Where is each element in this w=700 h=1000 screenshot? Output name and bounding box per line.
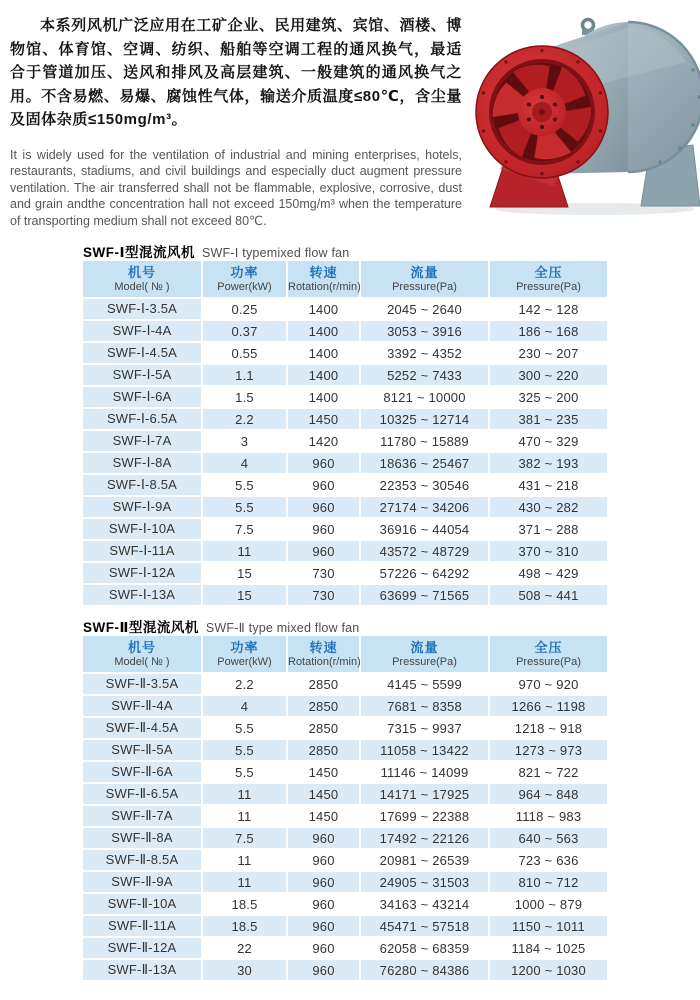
- table-cell: 24905 ~ 31503: [361, 872, 490, 894]
- table-cell: 1118 ~ 983: [490, 806, 607, 828]
- table-row: [83, 299, 607, 321]
- column-header: 全压 Pressure(Pa): [490, 261, 607, 299]
- table-row: [83, 894, 607, 916]
- table-cell: 730: [288, 563, 361, 585]
- table-cell: SWF-Ⅱ-4.5A: [83, 718, 203, 740]
- table-cell: 960: [288, 938, 361, 960]
- table-cell: 1400: [288, 387, 361, 409]
- table-row: [83, 696, 607, 718]
- table-cell: 2.2: [203, 409, 288, 431]
- table-row: [83, 431, 607, 453]
- table-cell: 810 ~ 712: [490, 872, 607, 894]
- table-row: [83, 387, 607, 409]
- table-cell: SWF-Ⅰ-9A: [83, 497, 203, 519]
- table-row: [83, 674, 607, 696]
- table-cell: SWF-Ⅰ-8A: [83, 453, 203, 475]
- table-cell: 1184 ~ 1025: [490, 938, 607, 960]
- table-cell: 15: [203, 585, 288, 607]
- column-header: 转速 Rotation(r/min): [288, 636, 361, 674]
- table-cell: 431 ~ 218: [490, 475, 607, 497]
- table-cell: SWF-Ⅱ-6.5A: [83, 784, 203, 806]
- table-title-swf1-zh: SWF-Ⅰ型混流风机: [83, 245, 196, 260]
- table-cell: 960: [288, 453, 361, 475]
- column-header: 流量 Pressure(Pa): [361, 636, 490, 674]
- intro-paragraph-en: It is widely used for the ventilation of industrial and mining enterprises, hotels, restaurants, stadiums, and civil buildings and especially duct augment pressure ventilation. The air transferred shall not be flammable, explosive, corrosive, dust and grain andthe concentration hall not exceed 150mg/m³ when the temperature of transporting medium shall not exceed 80℃.: [10, 147, 462, 228]
- table-row: [83, 541, 607, 563]
- table-row: [83, 497, 607, 519]
- table-cell: SWF-Ⅰ-12A: [83, 563, 203, 585]
- table-cell: 5.5: [203, 718, 288, 740]
- table-cell: 5252 ~ 7433: [361, 365, 490, 387]
- table-cell: 36916 ~ 44054: [361, 519, 490, 541]
- table-cell: 2850: [288, 674, 361, 696]
- table-cell: 3: [203, 431, 288, 453]
- table-cell: 1200 ~ 1030: [490, 960, 607, 982]
- table-cell: 1450: [288, 409, 361, 431]
- table-cell: 5.5: [203, 762, 288, 784]
- table-row: [83, 409, 607, 431]
- table-title-swf2-en: SWF-Ⅱ type mixed flow fan: [205, 621, 360, 635]
- column-header: 功率 Power(kW): [203, 261, 288, 299]
- table-title-swf1: [83, 241, 609, 258]
- table-cell: 498 ~ 429: [490, 563, 607, 585]
- table-cell: 4145 ~ 5599: [361, 674, 490, 696]
- column-header: 机号 Model( № ): [83, 261, 203, 299]
- table-cell: 43572 ~ 48729: [361, 541, 490, 563]
- table-cell: 300 ~ 220: [490, 365, 607, 387]
- table-row: [83, 960, 607, 982]
- table-cell: 1400: [288, 365, 361, 387]
- table-cell: 381 ~ 235: [490, 409, 607, 431]
- table-cell: 960: [288, 475, 361, 497]
- table-cell: 2.2: [203, 674, 288, 696]
- table-cell: SWF-Ⅱ-3.5A: [83, 674, 203, 696]
- table-cell: 11780 ~ 15889: [361, 431, 490, 453]
- table-row: [83, 475, 607, 497]
- table-cell: 1450: [288, 784, 361, 806]
- table-cell: SWF-Ⅰ-10A: [83, 519, 203, 541]
- table-cell: 10325 ~ 12714: [361, 409, 490, 431]
- mixed-flow-fan-illustration: [460, 0, 700, 222]
- table-cell: SWF-Ⅱ-11A: [83, 916, 203, 938]
- table-cell: 960: [288, 960, 361, 982]
- table-cell: 371 ~ 288: [490, 519, 607, 541]
- table-cell: SWF-Ⅰ-7A: [83, 431, 203, 453]
- table-cell: 11: [203, 872, 288, 894]
- table-cell: 11058 ~ 13422: [361, 740, 490, 762]
- intro-text-column: [10, 14, 462, 229]
- table-cell: 5.5: [203, 740, 288, 762]
- table-cell: 640 ~ 563: [490, 828, 607, 850]
- table-cell: SWF-Ⅰ-6A: [83, 387, 203, 409]
- table-cell: 11: [203, 541, 288, 563]
- header-row: [83, 636, 607, 674]
- table-cell: 960: [288, 872, 361, 894]
- table-cell: 11146 ~ 14099: [361, 762, 490, 784]
- table-cell: 723 ~ 636: [490, 850, 607, 872]
- table-cell: SWF-Ⅱ-6A: [83, 762, 203, 784]
- table-cell: 325 ~ 200: [490, 387, 607, 409]
- table-cell: 7315 ~ 9937: [361, 718, 490, 740]
- table-cell: 1273 ~ 973: [490, 740, 607, 762]
- table-row: [83, 784, 607, 806]
- table-row: [83, 585, 607, 607]
- table-cell: 1150 ~ 1011: [490, 916, 607, 938]
- table-row: [83, 938, 607, 960]
- table-cell: 17492 ~ 22126: [361, 828, 490, 850]
- table-row: [83, 850, 607, 872]
- table-cell: SWF-Ⅰ-4.5A: [83, 343, 203, 365]
- column-header: 全压 Pressure(Pa): [490, 636, 607, 674]
- table-row: [83, 828, 607, 850]
- table-title-swf2: [83, 616, 609, 633]
- column-header: 流量 Pressure(Pa): [361, 261, 490, 299]
- table-cell: SWF-Ⅰ-4A: [83, 321, 203, 343]
- table-cell: SWF-Ⅰ-8.5A: [83, 475, 203, 497]
- column-header: 机号 Model( № ): [83, 636, 203, 674]
- table-cell: 0.37: [203, 321, 288, 343]
- table-cell: 1400: [288, 299, 361, 321]
- table-cell: 3053 ~ 3916: [361, 321, 490, 343]
- table-cell: SWF-Ⅱ-9A: [83, 872, 203, 894]
- table-cell: 1.5: [203, 387, 288, 409]
- table-cell: 0.55: [203, 343, 288, 365]
- fan-photo: [460, 0, 700, 222]
- table-row: [83, 519, 607, 541]
- table-cell: 3392 ~ 4352: [361, 343, 490, 365]
- table-cell: 470 ~ 329: [490, 431, 607, 453]
- table-cell: 62058 ~ 68359: [361, 938, 490, 960]
- table-cell: SWF-Ⅱ-12A: [83, 938, 203, 960]
- table-cell: 8121 ~ 10000: [361, 387, 490, 409]
- table-cell: 15: [203, 563, 288, 585]
- table-cell: SWF-Ⅰ-3.5A: [83, 299, 203, 321]
- table-cell: 22: [203, 938, 288, 960]
- table-cell: 18.5: [203, 894, 288, 916]
- table-cell: 508 ~ 441: [490, 585, 607, 607]
- table-cell: 1450: [288, 762, 361, 784]
- table-cell: 230 ~ 207: [490, 343, 607, 365]
- spec-tables-column: [83, 241, 609, 991]
- table-cell: 1218 ~ 918: [490, 718, 607, 740]
- table-cell: 2850: [288, 696, 361, 718]
- table-cell: 142 ~ 128: [490, 299, 607, 321]
- table-cell: 45471 ~ 57518: [361, 916, 490, 938]
- table-cell: 27174 ~ 34206: [361, 497, 490, 519]
- table-cell: SWF-Ⅱ-7A: [83, 806, 203, 828]
- table-row: [83, 563, 607, 585]
- table-row: [83, 453, 607, 475]
- table-cell: 1400: [288, 321, 361, 343]
- table-cell: 1000 ~ 879: [490, 894, 607, 916]
- table-cell: 4: [203, 696, 288, 718]
- table-row: [83, 718, 607, 740]
- table-cell: 2850: [288, 718, 361, 740]
- table-cell: SWF-Ⅱ-4A: [83, 696, 203, 718]
- table-row: [83, 916, 607, 938]
- table-cell: 76280 ~ 84386: [361, 960, 490, 982]
- table-cell: 960: [288, 850, 361, 872]
- table-cell: 14171 ~ 17925: [361, 784, 490, 806]
- table-row: [83, 365, 607, 387]
- table-cell: 960: [288, 894, 361, 916]
- table-cell: 730: [288, 585, 361, 607]
- table-row: [83, 762, 607, 784]
- table-cell: 821 ~ 722: [490, 762, 607, 784]
- table-cell: 5.5: [203, 475, 288, 497]
- table-cell: 22353 ~ 30546: [361, 475, 490, 497]
- table-row: [83, 872, 607, 894]
- header-row: [83, 261, 607, 299]
- table-cell: 57226 ~ 64292: [361, 563, 490, 585]
- table-cell: 1420: [288, 431, 361, 453]
- table-cell: SWF-Ⅰ-5A: [83, 365, 203, 387]
- table-cell: 34163 ~ 43214: [361, 894, 490, 916]
- table-row: [83, 806, 607, 828]
- table-cell: 4: [203, 453, 288, 475]
- table-row: [83, 343, 607, 365]
- table-title-swf2-zh: SWF-Ⅱ型混流风机: [83, 620, 199, 635]
- table-cell: 960: [288, 497, 361, 519]
- table-cell: 0.25: [203, 299, 288, 321]
- table-row: [83, 321, 607, 343]
- table-cell: SWF-Ⅰ-13A: [83, 585, 203, 607]
- table-cell: 960: [288, 541, 361, 563]
- spec-table-swf1: [83, 261, 607, 607]
- table-cell: 430 ~ 282: [490, 497, 607, 519]
- table-cell: SWF-Ⅰ-6.5A: [83, 409, 203, 431]
- table-cell: 7.5: [203, 828, 288, 850]
- table-cell: 2850: [288, 740, 361, 762]
- table-cell: 960: [288, 828, 361, 850]
- fan-impeller: [476, 46, 608, 178]
- table-cell: 18.5: [203, 916, 288, 938]
- table-cell: SWF-Ⅱ-13A: [83, 960, 203, 982]
- table-cell: 20981 ~ 26539: [361, 850, 490, 872]
- table-row: [83, 740, 607, 762]
- table-cell: 7.5: [203, 519, 288, 541]
- table-cell: 1266 ~ 1198: [490, 696, 607, 718]
- table-title-swf1-en: SWF-Ⅰ typemixed flow fan: [202, 246, 350, 260]
- column-header: 功率 Power(kW): [203, 636, 288, 674]
- table-cell: 17699 ~ 22388: [361, 806, 490, 828]
- table-cell: 11: [203, 850, 288, 872]
- table-cell: 964 ~ 848: [490, 784, 607, 806]
- table-cell: SWF-Ⅱ-8.5A: [83, 850, 203, 872]
- table-cell: 1.1: [203, 365, 288, 387]
- table-cell: 186 ~ 168: [490, 321, 607, 343]
- intro-paragraph-zh: 本系列风机广泛应用在工矿企业、民用建筑、宾馆、酒楼、博物馆、体育馆、空调、纺织、船舶等空调工程的通风换气，最适合于管道加压、送风和排风及高层建筑、一般建筑的通风换气之用。不含易燃、易爆、腐蚀性气体，输送介质温度≤80℃，含尘量及固体杂质≤150mg/m³。: [10, 17, 462, 128]
- table-cell: 1400: [288, 343, 361, 365]
- table-cell: 382 ~ 193: [490, 453, 607, 475]
- table-cell: 63699 ~ 71565: [361, 585, 490, 607]
- table-cell: 1450: [288, 806, 361, 828]
- table-cell: 370 ~ 310: [490, 541, 607, 563]
- table-cell: 960: [288, 519, 361, 541]
- table-cell: 11: [203, 806, 288, 828]
- table-cell: SWF-Ⅰ-11A: [83, 541, 203, 563]
- table-cell: 30: [203, 960, 288, 982]
- column-header: 转速 Rotation(r/min): [288, 261, 361, 299]
- table-cell: 970 ~ 920: [490, 674, 607, 696]
- table-cell: SWF-Ⅱ-10A: [83, 894, 203, 916]
- table-cell: 18636 ~ 25467: [361, 453, 490, 475]
- table-cell: SWF-Ⅱ-8A: [83, 828, 203, 850]
- table-cell: SWF-Ⅱ-5A: [83, 740, 203, 762]
- table-cell: 11: [203, 784, 288, 806]
- table-cell: 5.5: [203, 497, 288, 519]
- table-cell: 2045 ~ 2640: [361, 299, 490, 321]
- table-cell: 7681 ~ 8358: [361, 696, 490, 718]
- table-cell: 960: [288, 916, 361, 938]
- spec-table-swf2: [83, 636, 607, 982]
